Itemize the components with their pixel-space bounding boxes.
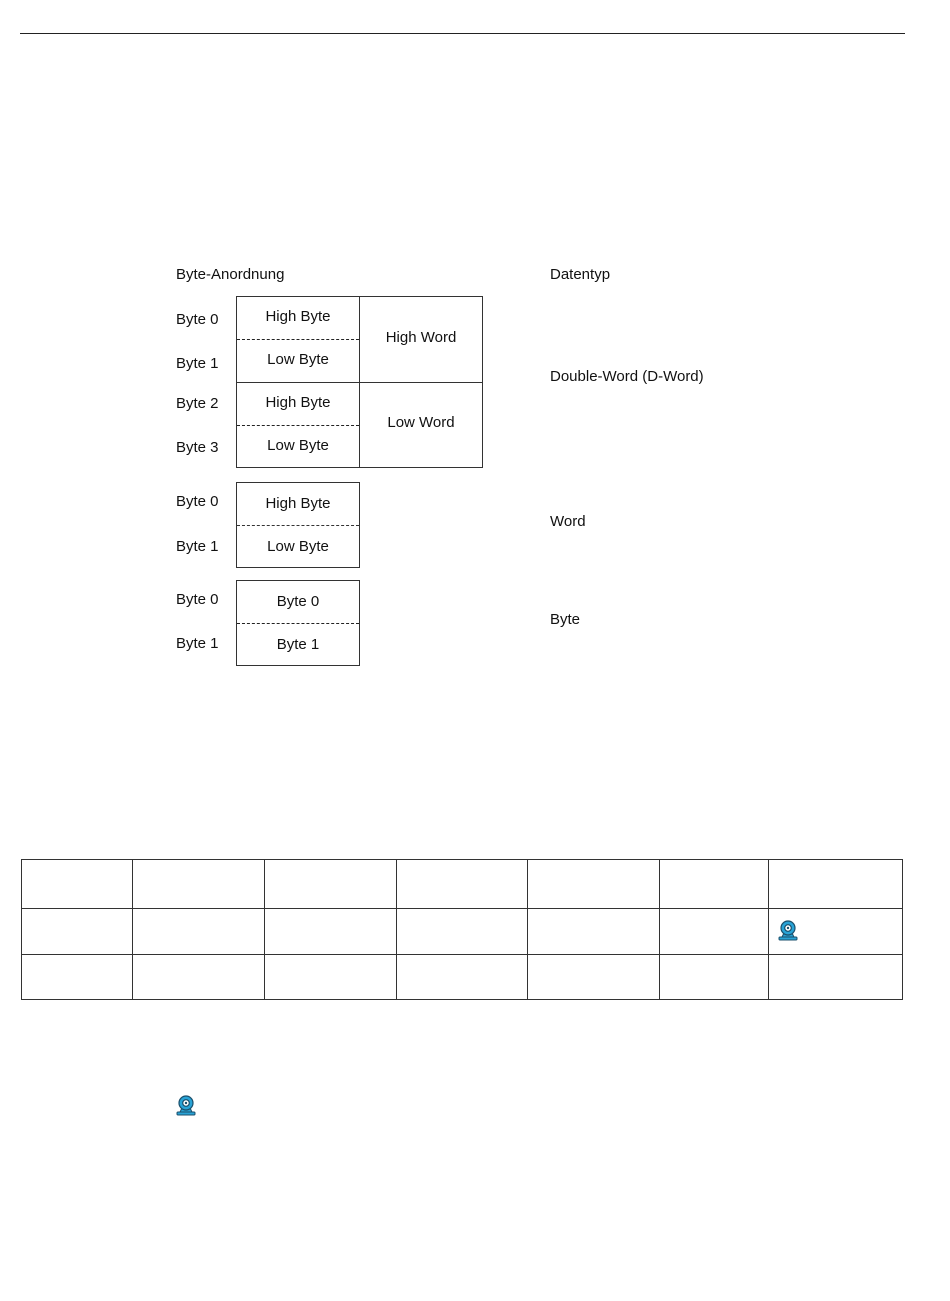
byte-divider: [237, 425, 359, 426]
table-cell: [660, 860, 769, 909]
table-cell: [132, 955, 264, 1000]
byte-cell-label: Low Byte: [267, 538, 329, 555]
byte-cell-label: High Byte: [265, 308, 331, 325]
table-cell: [528, 955, 660, 1000]
high-word-cell: [359, 296, 483, 383]
table-cell: [22, 909, 133, 955]
byte-divider: [237, 339, 359, 340]
dword-row-label: Byte 0: [176, 311, 219, 328]
table-cell: [660, 955, 769, 1000]
table-row: [22, 860, 903, 909]
word-cell-label: Low Word: [387, 414, 455, 431]
byte-divider: [237, 525, 359, 526]
data-type-heading: Datentyp: [550, 266, 611, 283]
table-cell: [396, 860, 528, 909]
table-cell: [264, 955, 396, 1000]
table-row: [22, 955, 903, 1000]
table-cell: [396, 955, 528, 1000]
table-cell: [22, 955, 133, 1000]
table-cell: [660, 909, 769, 955]
table-cell: [22, 860, 133, 909]
word-bytes: [236, 482, 360, 568]
byte-row-label: Byte 0: [176, 591, 219, 608]
table-cell: [132, 909, 264, 955]
byte-cell-label: Low Byte: [267, 351, 329, 368]
table-cell: [528, 860, 660, 909]
low-word-cell: [359, 382, 483, 468]
word-cell-label: High Word: [385, 329, 457, 346]
data-table: [21, 859, 903, 1000]
dword-row-label: Byte 3: [176, 439, 219, 456]
byte-cell-label: High Byte: [265, 495, 331, 512]
byte-order-heading: Byte-Anordnung: [176, 266, 285, 283]
byte-type-label: Byte: [550, 611, 581, 628]
byte-cell-label: Low Byte: [267, 437, 329, 454]
dword-row-label: Byte 1: [176, 355, 219, 372]
device-icon[interactable]: [778, 919, 798, 941]
byte-row-label: Byte 1: [176, 635, 219, 652]
word-type-label: Word: [550, 513, 586, 530]
dword-low-word-bytes: [236, 382, 360, 468]
dword-row-label: Byte 2: [176, 395, 219, 412]
byte-bytes: [236, 580, 360, 666]
table-cell: [396, 909, 528, 955]
dword-high-word-bytes: [236, 296, 360, 383]
byte-cell-label: Byte 0: [276, 593, 320, 610]
device-icon[interactable]: [176, 1094, 196, 1116]
dword-type-label: Double-Word (D-Word): [550, 368, 704, 385]
table-cell: [769, 909, 903, 955]
byte-cell-label: High Byte: [265, 394, 331, 411]
byte-cell-label: Byte 1: [276, 636, 320, 653]
table-cell: [769, 955, 903, 1000]
table-cell: [132, 860, 264, 909]
table-cell: [769, 860, 903, 909]
header-rule: [20, 33, 905, 34]
word-row-label: Byte 1: [176, 538, 219, 555]
table-cell: [264, 860, 396, 909]
table-row: [22, 909, 903, 955]
table-cell: [528, 909, 660, 955]
table-cell: [264, 909, 396, 955]
word-row-label: Byte 0: [176, 493, 219, 510]
byte-divider: [237, 623, 359, 624]
